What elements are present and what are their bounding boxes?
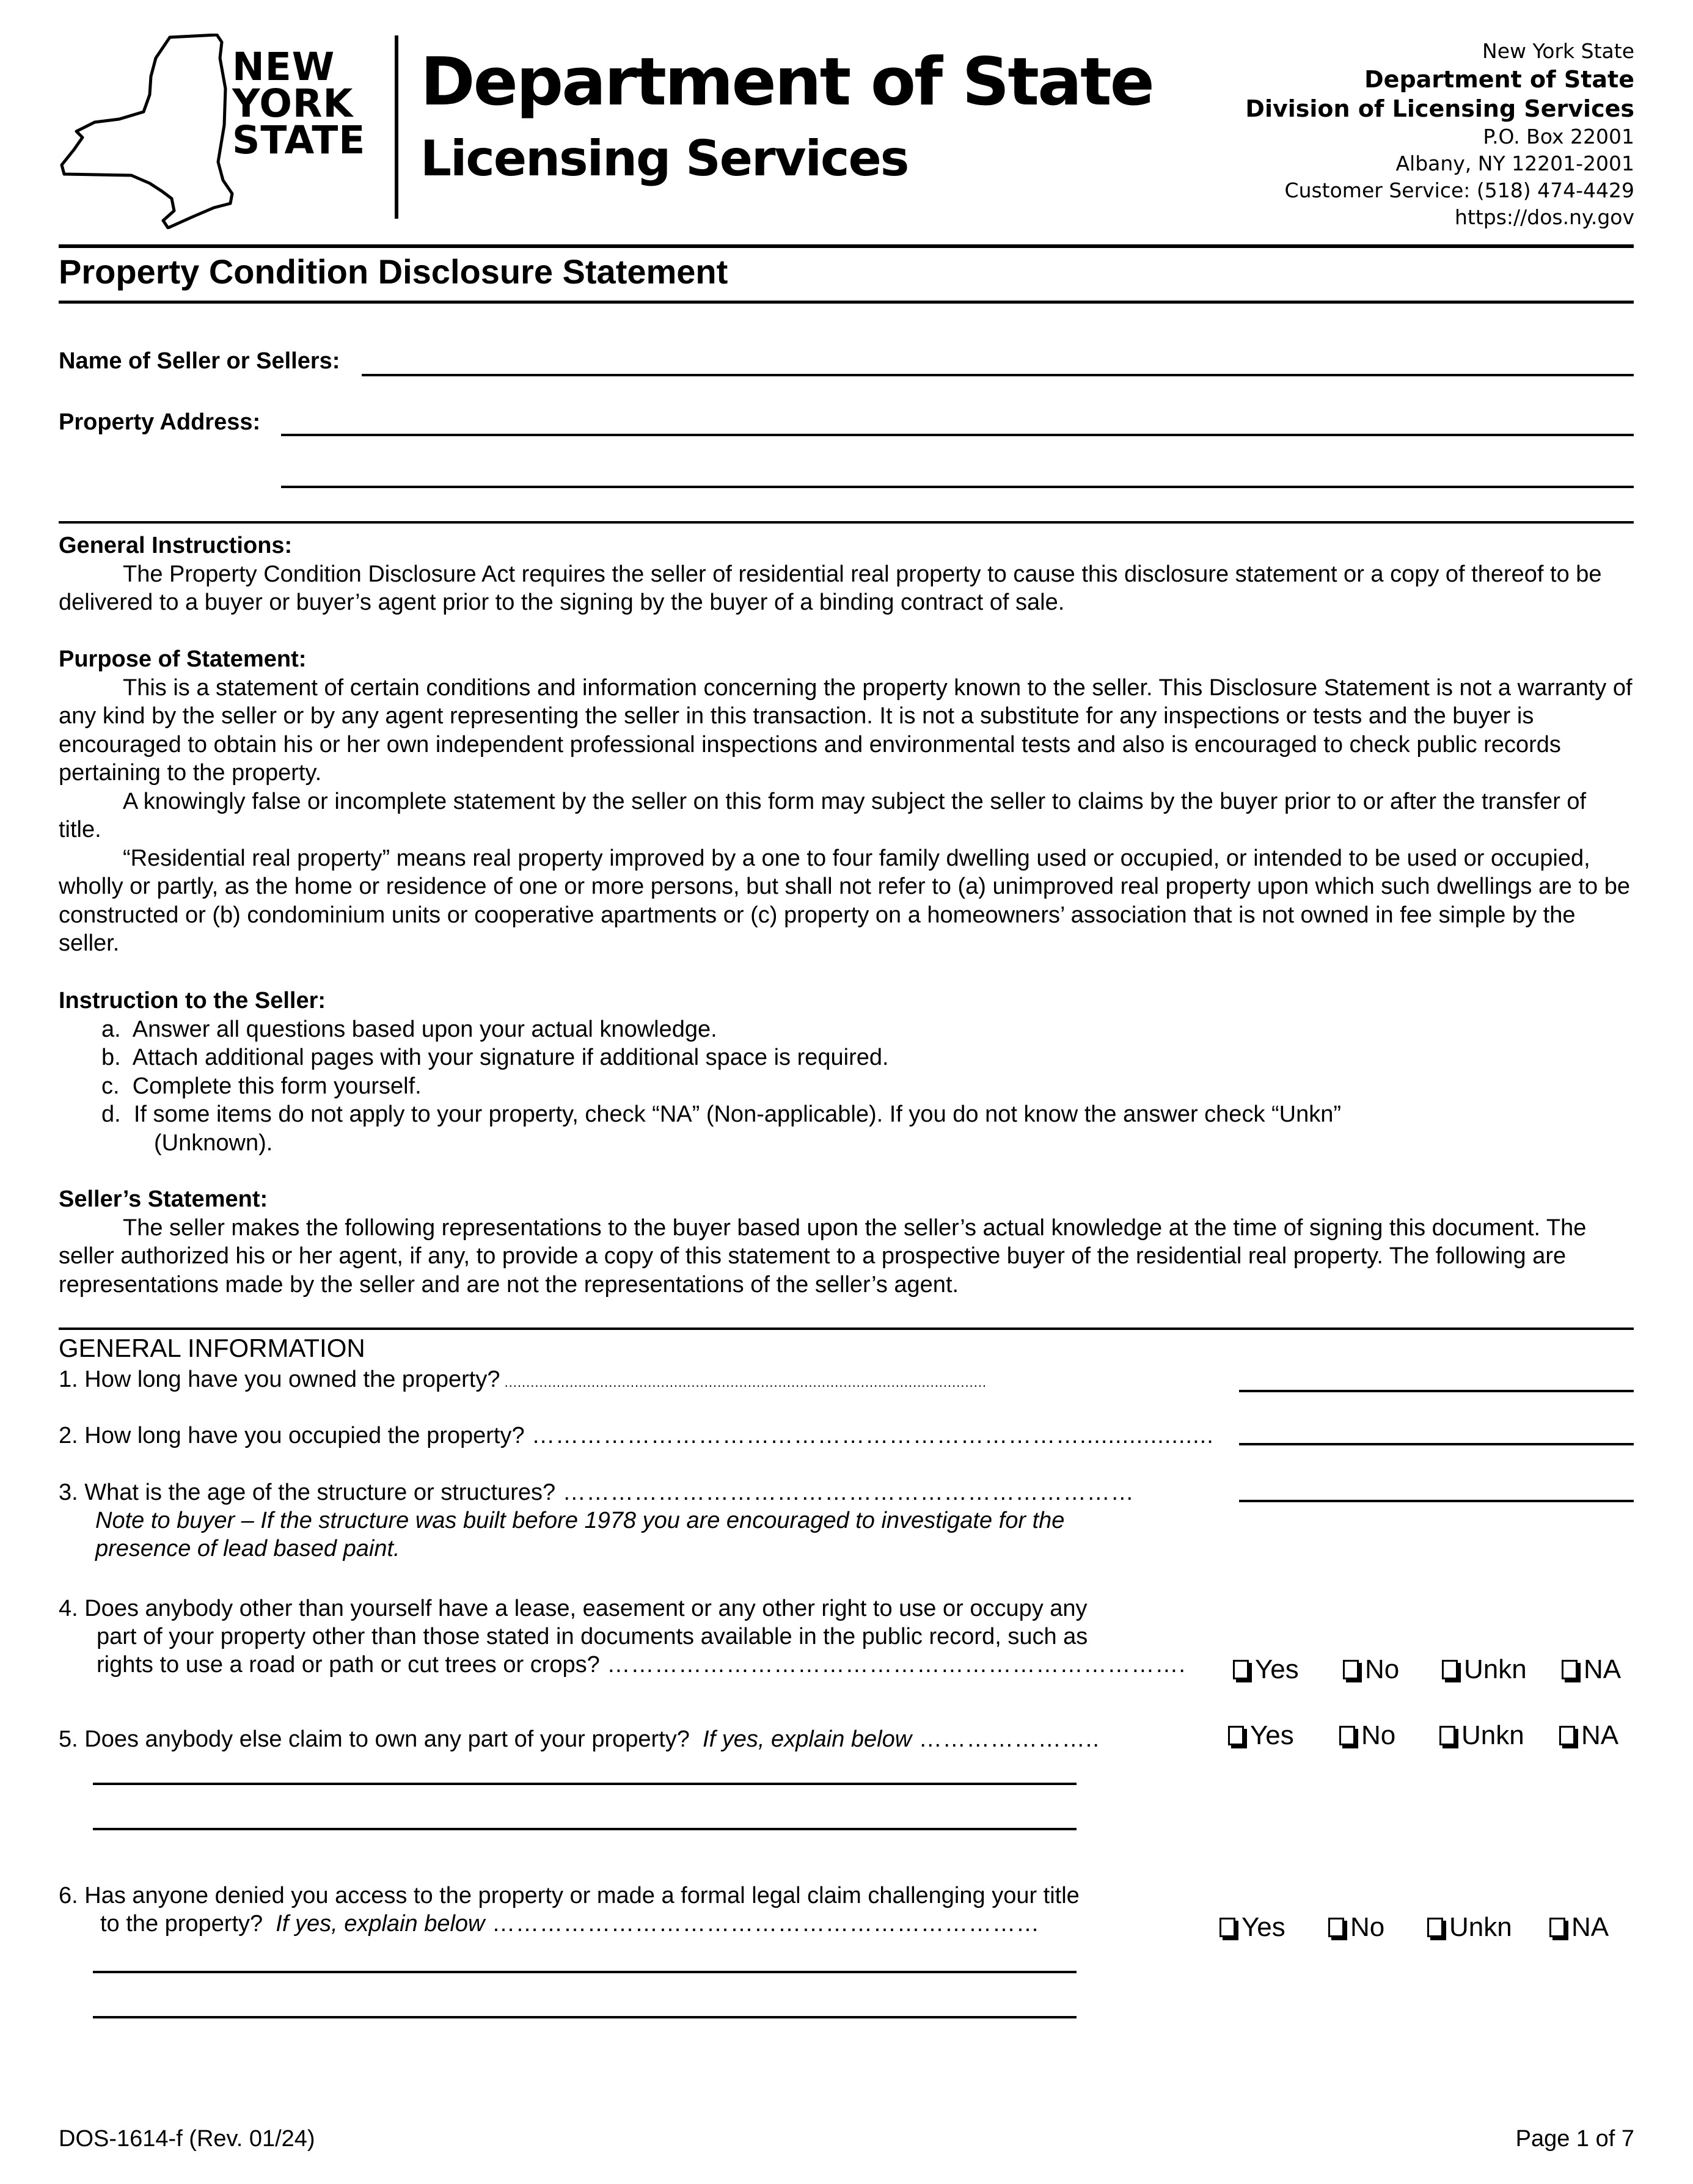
divider: [59, 301, 1634, 304]
form-number: DOS-1614-f (Rev. 01/24): [59, 2126, 315, 2152]
property-address-label: Property Address:: [59, 409, 261, 435]
question-3: 3. What is the age of the structure or structures? ………………………………………………………………: [59, 1480, 1135, 1505]
question-5: 5. Does anybody else claim to own any part of your property? If yes, explain below …………………..: [59, 1726, 1100, 1752]
general-instructions: General Instructions: The Property Condition Disclosure Act requires the seller of residential real property to cause this disclosure statement or a copy of thereof to be delivered to a buyer or buyer’s agent prior to the signing by the buyer of a binding contract of sale.: [59, 533, 1602, 615]
general-information-heading: GENERAL INFORMATION: [59, 1334, 365, 1362]
q6-yes-checkbox[interactable]: Yes: [1219, 1912, 1285, 1943]
q5-explain-field-line-2[interactable]: [93, 1828, 1077, 1830]
lead-paint-note: Note to buyer – If the structure was built before 1978 you are encouraged to investigate for the presence of lead based paint.: [95, 1508, 1065, 1561]
q4-unkn-checkbox[interactable]: Unkn: [1442, 1654, 1527, 1685]
answer-field-owned[interactable]: [1239, 1390, 1634, 1392]
divider: [59, 521, 1634, 524]
instruction-to-seller: Instruction to the Seller: a. Answer all questions based upon your actual knowledge. b. Attach additional pages with your signature if additional space is required. c. Complete this form yourself. d. If some items do not apply to your property, check “NA” (Non-applicable). If you do not know the answer check “Unkn” (Unknown).: [59, 988, 1342, 1156]
q5-explain-field[interactable]: [93, 1783, 1077, 1785]
q4-yes-checkbox[interactable]: Yes: [1233, 1654, 1299, 1685]
question-4: 4. Does anybody other than yourself have a lease, easement or any other right to use or occupy any part of your property other than those stated in documents available in the public record, such as rights to use a road or path or cut trees or crops? ……………………………………………………………….: [59, 1596, 1186, 1678]
purpose-of-statement: Purpose of Statement: This is a statement of certain conditions and information concerning the property known to the seller. This Disclosure Statement is not a warranty of any kind by the seller or by any agent representing the seller in this transaction. It is not a substitute for any inspections or tests and the buyer is encouraged to obtain his or her own independent professional inspections and environmental tests and also is encouraged to check public records pertaining to the property. A knowingly false or incomplete statement by the seller on this form may subject the seller to claims by the buyer prior to or after the transfer of title. “Residential real property” means real property improved by a one to four family dwelling used or occupied, or intended to be used or occupied, wholly or partly, as the home or residence of one or more persons, but shall not refer to (a) unimproved real property upon which such dwellings are to be constructed or (b) condominium units or cooperative apartments or (c) property on a homeowners’ association that is not owned in fee simple by the seller.: [59, 646, 1633, 956]
new-york-state-outline-icon: [58, 34, 241, 229]
question-1: 1. How long have you owned the property? ...............................................................................................................: [59, 1367, 987, 1392]
q6-explain-field-line-2[interactable]: [93, 2016, 1077, 2018]
divider: [59, 244, 1634, 248]
q5-no-checkbox[interactable]: No: [1339, 1720, 1395, 1751]
question-2: 2. How long have you occupied the property? ……………………………………………………………...................: [59, 1423, 1214, 1448]
q6-explain-field[interactable]: [93, 1971, 1077, 1973]
question-6: 6. Has anyone denied you access to the property or made a formal legal claim challenging your title to the property? If yes, explain below ……………………………………………………………: [59, 1883, 1080, 1937]
q5-yes-checkbox[interactable]: Yes: [1228, 1720, 1294, 1751]
department-title: Department of State: [420, 44, 1153, 120]
q4-na-checkbox[interactable]: NA: [1562, 1654, 1621, 1685]
property-address-field[interactable]: [281, 434, 1634, 436]
q4-no-checkbox[interactable]: No: [1343, 1654, 1399, 1685]
seller-name-label: Name of Seller or Sellers:: [59, 348, 340, 374]
q6-na-checkbox[interactable]: NA: [1549, 1912, 1609, 1943]
q5-na-checkbox[interactable]: NA: [1559, 1720, 1618, 1751]
q6-unkn-checkbox[interactable]: Unkn: [1427, 1912, 1512, 1943]
header-divider: [395, 35, 398, 219]
q6-no-checkbox[interactable]: No: [1328, 1912, 1384, 1943]
seller-name-field[interactable]: [362, 374, 1634, 376]
sellers-statement: Seller’s Statement: The seller makes the following representations to the buyer based upon the seller’s actual knowledge at the time of signing this document. The seller authorized his or her agent, if any, to provide a copy of this statement to a prospective buyer of the residential real property. The following are representations made by the seller and are not the representations of the seller’s agent.: [59, 1186, 1587, 1298]
answer-field-age[interactable]: [1239, 1500, 1634, 1502]
answer-field-occupied[interactable]: [1239, 1443, 1634, 1445]
property-address-field-line-2[interactable]: [281, 486, 1634, 488]
department-subtitle: Licensing Services: [420, 130, 909, 187]
page-number: Page 1 of 7: [1515, 2126, 1634, 2152]
q5-unkn-checkbox[interactable]: Unkn: [1439, 1720, 1524, 1751]
agency-address: New York State Department of State Division of Licensing Services P.O. Box 22001 Albany, NY 12201-2001 Customer Service: (518) 474-4429 https://dos.ny.gov: [1245, 39, 1634, 229]
page-title: Property Condition Disclosure Statement: [59, 252, 728, 291]
divider: [59, 1328, 1634, 1330]
new-york-state-logo: NEW YORK STATE: [232, 45, 366, 163]
